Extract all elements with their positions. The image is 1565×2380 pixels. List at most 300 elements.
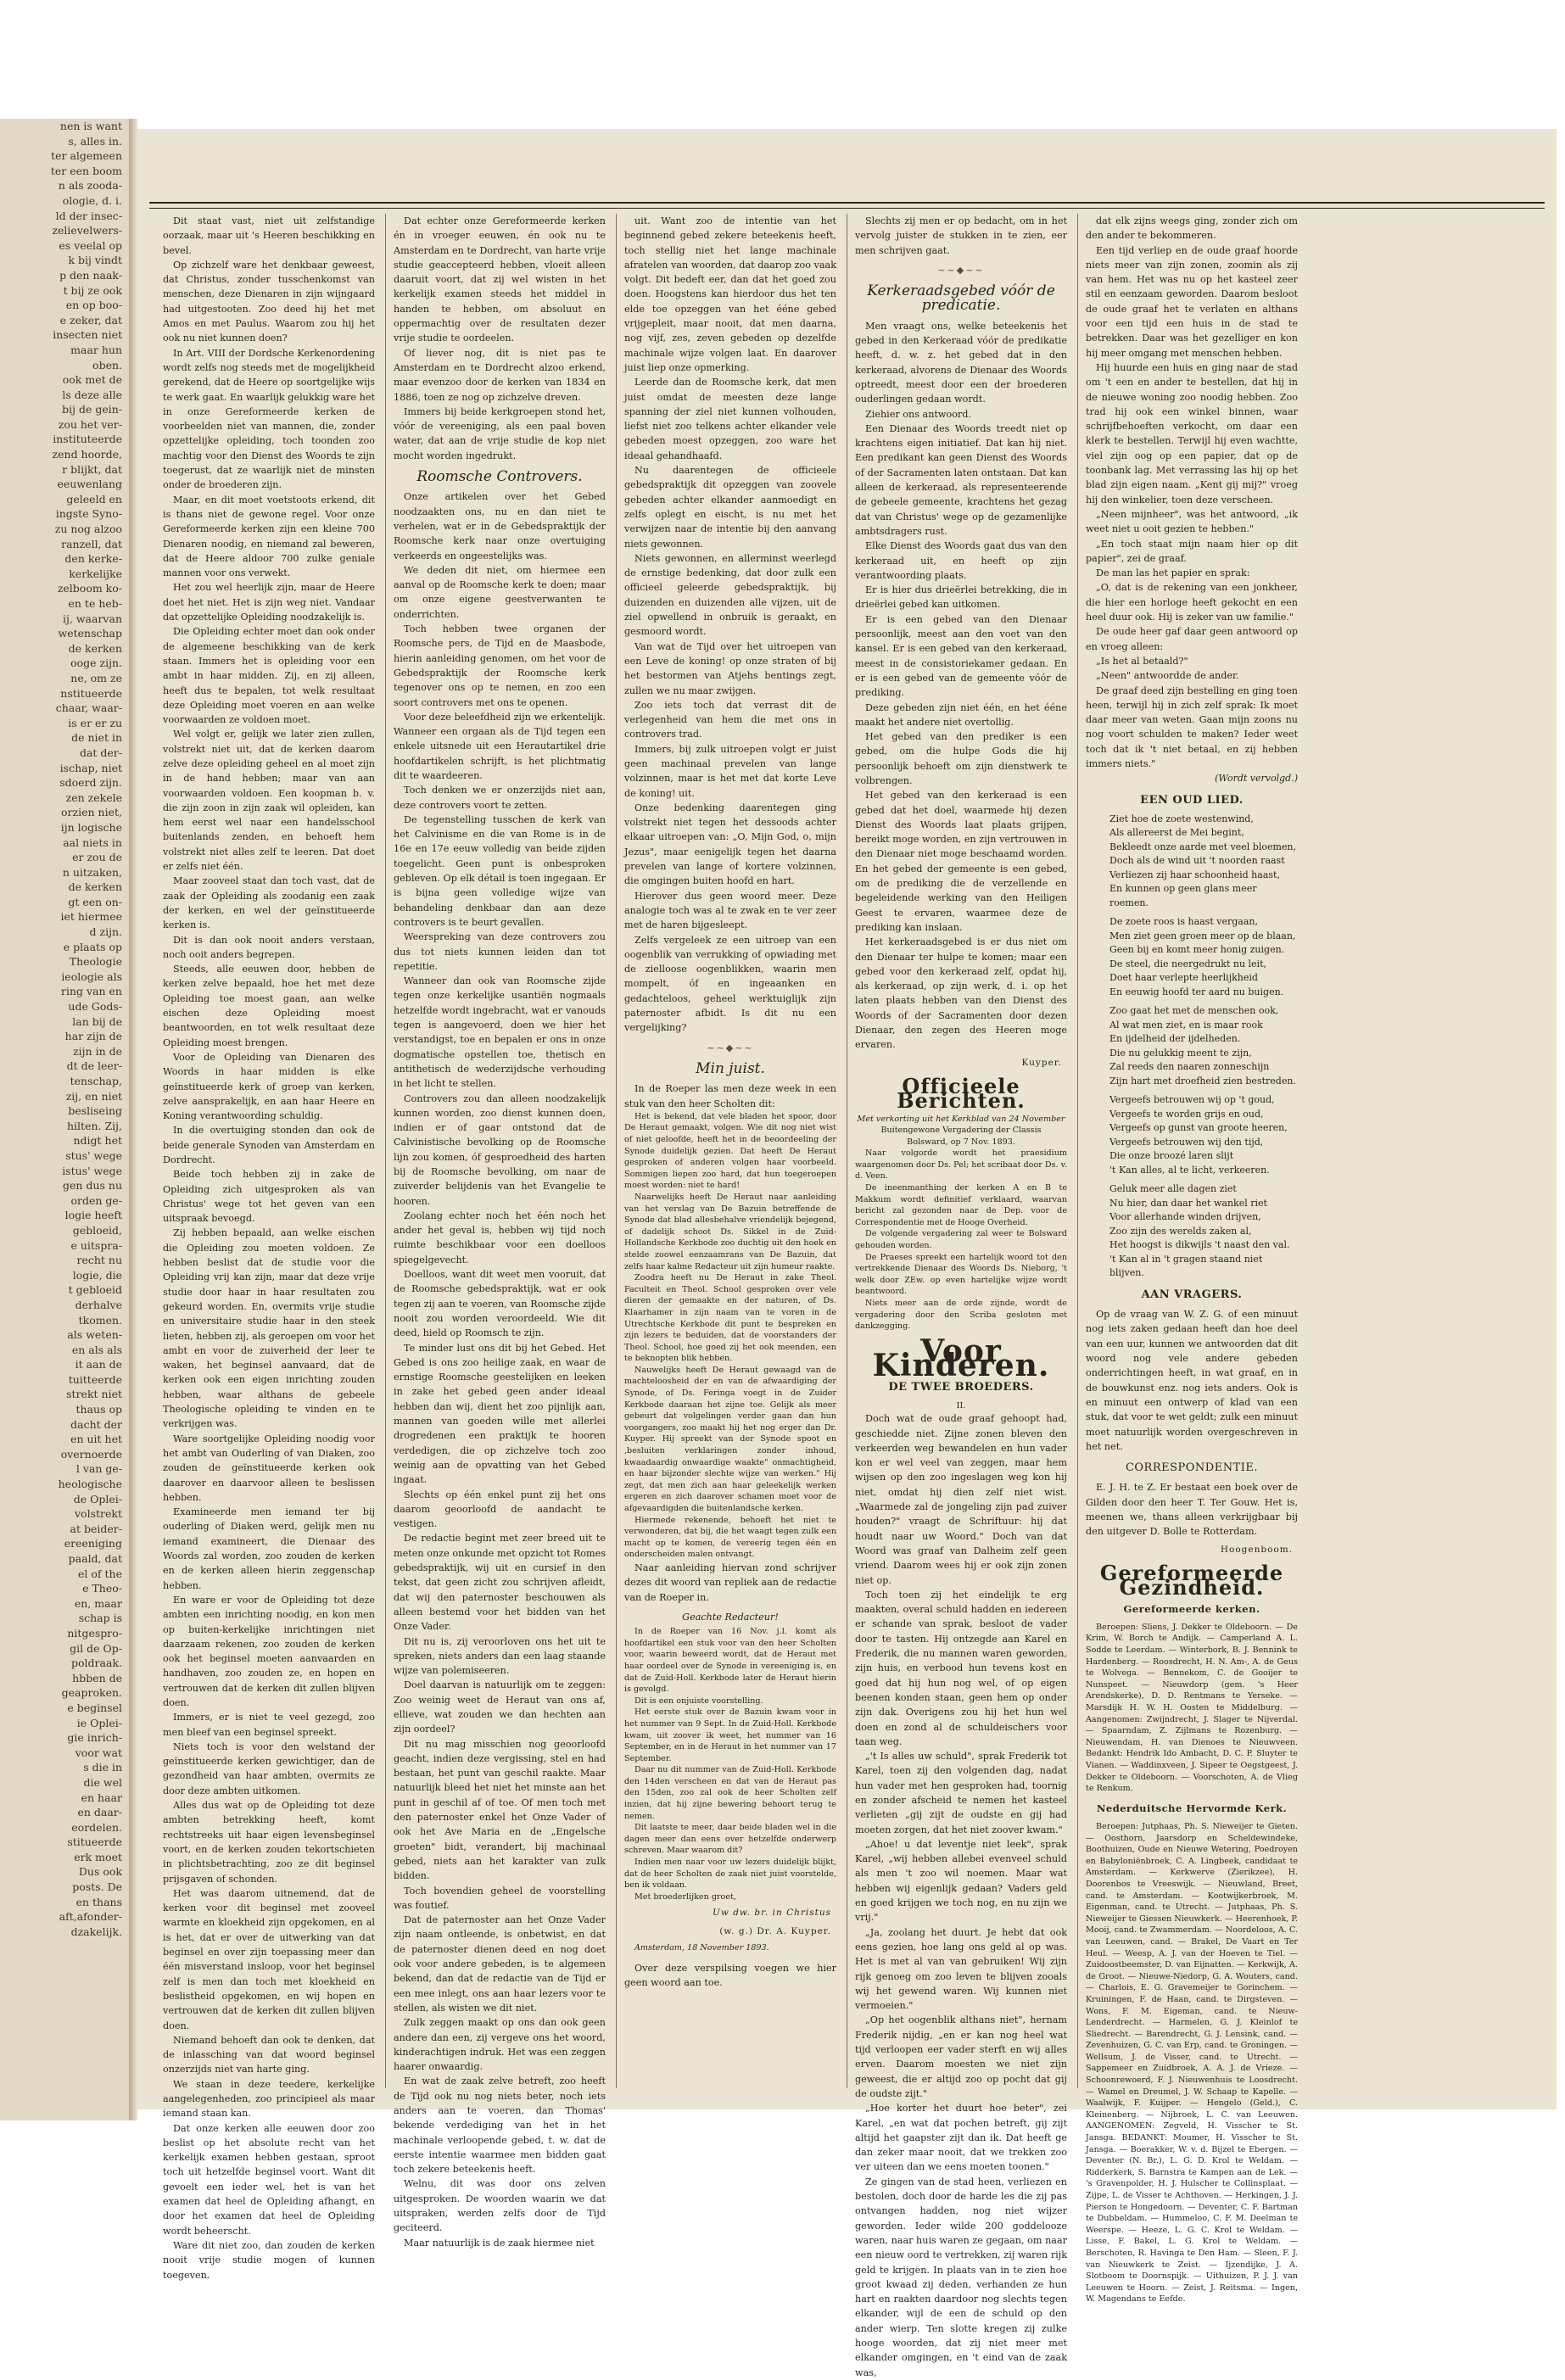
left-page-line: n als zooda-	[58, 179, 122, 193]
section-title-min-juist: Min juist.	[696, 1059, 765, 1077]
correspondentie-signature: Hoogenboom.	[1220, 1544, 1293, 1555]
left-page-line: heologische	[58, 1478, 122, 1491]
left-page-line: el of the	[78, 1567, 122, 1580]
closing-note: Over deze verspilsing voegen we hier geen woord aan toe.	[624, 1962, 836, 1988]
paragraph: Zoo iets toch dat verrast dit de verlegenheid van hem die met ons in controvers trad.	[624, 699, 836, 740]
column-1-body	[163, 214, 375, 2282]
left-page-line: k bij vindt	[68, 254, 122, 267]
left-page-line: gen dus nu	[63, 1179, 122, 1193]
paragraph: Nu daarentegen de officieele gebedspraktijk dit opzeggen van zoovele gebeden achter elkander aanmoedigt en zelfs oplegt en eischt, is nu met het verwijzen naar de intentie bij den aanvang niets gewonnen.	[624, 465, 836, 550]
left-page-line: tkomen.	[78, 1313, 122, 1327]
paragraph: Voor de Opleiding van Dienaren des Woords in haar midden is elke geïnstitueerde kerk of groep van kerken, zelve aansprakelijk, en aan haar Heere en Koning verantwoording schuldig.	[163, 1051, 375, 1122]
paragraph: Beide toch hebben zij in zake de Opleiding zich uitgesproken als van Christus' wege tot het geven van een uitspraak bevoegd.	[163, 1169, 375, 1225]
story-paragraph: „Neen" antwoordde de ander.	[1096, 670, 1239, 682]
left-page-line: ieologie als	[61, 969, 122, 983]
paragraph: Toch bovendien geheel de voorstelling was foutief.	[394, 1885, 606, 1911]
heading-aan-vragers: AAN VRAGERS.	[1141, 1288, 1243, 1301]
left-page-line: nen is want	[59, 120, 122, 132]
paragraph: Het gebed van den prediker is een gebed, om die hulpe Gods die hij persoonlijk behoeft om zijn dienstwerk te volbrengen.	[855, 731, 1067, 786]
left-page-line: ooge zijn.	[70, 656, 122, 670]
left-page-line: zelievelwers-	[52, 224, 122, 237]
story-paragraph: Hij huurde een huis en ging naar de stad om 't een en ander te bestellen, dat hij in de nieuwe woning zoo noodig hebben. Zoo trad hij ook een winkel binnen, waar schrijfbehoeften verkocht, om daar een klerk te bestellen. Terwijl hij even wachtte, viel zijn oog op een papier, dat op de toonbank lag. Met verrassing las hij op het blad zijn eigen naam. „Kent gij mij?" vroeg hij den winkelier, toen deze verscheen.	[1086, 361, 1298, 506]
left-page-line: logie heeft	[64, 1209, 122, 1222]
column-2-body	[394, 489, 606, 2250]
story-paragraph: Een tijd verliep en de oude graaf hoorde niets meer van zijn zonen, zoomin als zij van hem. Het was nu op het kasteel zeer stil en eenzaam geworden. Daarom besloot de oude graaf het te verlaten en althans voor een tijd een huis in de stad te betrekken. Daar was het gezelliger en kon hij meer omgang met menschen hebben.	[1086, 244, 1298, 359]
left-page-line: aal niets in	[63, 835, 122, 849]
paragraph: De tegenstelling tusschen de kerk van het Calvinisme en die van Rome is in de 16e en 17e eeuw volledig van beide zijden toegelicht. Geen punt is onbesproken gebleven. Op elk détail is toen ingegaan. Er is bijna geen volledige wijze van behandeling denkbaar dan aan deze controvers is te beurt gevallen.	[394, 813, 606, 928]
column-4-body-top	[855, 214, 1067, 258]
paragraph: De redactie begint met zeer breed uit te meten onze onkunde met opzicht tot Romes gebedspraktijk, wij uit en cursief in den tekst, dat geen zicht zou schrijven afleidt, dat wij den paternoster beschouwen als alleen bestemd voor het bidden van het Onze Vader.	[394, 1533, 606, 1633]
left-page-line: poldraak.	[71, 1657, 122, 1670]
letter-paragraph: Het eerste stuk over de Bazuin kwam voor in het nummer van 9 Sept. In de Zuid-Holl. Kerkbode kwam, uit zoover ik weet, het nummer van 16 September, en in de Heraut in het nummer van 17 September.	[624, 1707, 836, 1763]
paragraph: Immers bij beide kerkgroepen stond het, vóór de vereeniging, als een paal boven water, dat aan de vrije studie de kop niet mocht worden ingedrukt.	[394, 405, 606, 461]
story-paragraph: „Neen mijnheer", was het antwoord, „ik weet niet u ooit gezien te hebben."	[1086, 508, 1298, 535]
ornament-divider: ~~◆~~	[937, 264, 985, 276]
poem-line: De zoete roos is haast vergaan,	[1109, 916, 1258, 928]
paragraph: Onze artikelen over het Gebed noodzaakten ons, nu en dan niet te verhelen, wat er in de Gebedspraktijk der Roomsche kerk naar onze overtuiging verkeerds en ongeestelijks was.	[394, 491, 606, 561]
column-4	[855, 214, 1067, 2378]
left-page-line: ingste Syno-	[55, 507, 122, 521]
column-1	[163, 214, 375, 2281]
letter-date: Amsterdam, 18 November 1893.	[634, 1943, 769, 1953]
left-page-line: sdoerd zijn.	[59, 776, 122, 790]
paragraph: Dat echter onze Gereformeerde kerken én in vroeger eeuwen, én ook nu te Amsterdam en te Dordrecht, van harte vrije studie geaccepteerd hebben, vloeit alleen daaruit voort, dat zij wel wisten in het kerkelijk examen steeds het middel in handen te hebben, om absoluut en oppermachtig over de resultaten dezer vrije studie te oordeelen.	[394, 215, 606, 344]
paragraph: Ware dit niet zoo, dan zouden de kerken nooit vrije studie mogen of kunnen toegeven.	[163, 2239, 375, 2281]
paragraph: Deze gebeden zijn niet één, en het ééne maakt het andere niet overtollig.	[855, 701, 1067, 728]
story-body	[855, 1411, 1067, 2380]
left-page-line: zou het ver-	[58, 417, 122, 431]
left-page-line: gt een on-	[68, 895, 122, 908]
left-page-line: is er er zu	[68, 716, 122, 729]
left-page-line: stitueerde	[67, 1835, 122, 1849]
letter-paragraph: Indien men naar voor uw lezers duidelijk blijkt, dat de heer Scholten de zaak niet juist voorstelde, ben ik voldaan.	[624, 1858, 836, 1891]
left-page-line: es veelal op	[59, 238, 122, 252]
paragraph: Het kerkeraadsgebed is er dus niet om den Dienaar ter hulpe te komen; maar een gebed voor den kerkeraad zelf, opdat hij, als kerkeraad, op zijn werk, d. i. op het laten plaats hebben van den Dienst des Woords of der Sacramenten door dezen Dienaar, den zegen des Heeren moge ervaren.	[855, 936, 1067, 1051]
left-page-line: iet hiermee	[60, 910, 122, 924]
paragraph: Ware soortgelijke Opleiding noodig voor het ambt van Ouderling of van Diaken, zoo zouden de geïnstitueerde kerken ook daarover en daarvoor alleen te beslissen hebben.	[163, 1433, 375, 1503]
paragraph: Examineerde men iemand ter bij ouderling of Diaken werd, gelijk men nu iemand examineert, die Dienaar des Woords zal worden, zoo zouden de kerken en de kerken alleen hierin zeggenschap hebben.	[163, 1506, 375, 1591]
paragraph: Weerspreking van deze controvers zou dus tot niets kunnen leiden dan tot repetitie.	[394, 931, 606, 972]
left-page-line: zen zekele	[65, 791, 122, 804]
story-paragraph: De man las het papier en sprak:	[1096, 567, 1250, 579]
left-page-line: en, maar	[74, 1596, 122, 1610]
poem-line: Geen bij en komt meer honig zuigen.	[1109, 944, 1285, 956]
left-page-line: ring van en	[61, 985, 122, 998]
left-page-line: de kerken	[68, 880, 122, 894]
paragraph: We deden dit niet, om hiermee een aanval op de Roomsche kerk te doen; maar om onze eigene geestverwanten te onderrichten.	[394, 564, 606, 620]
column-divider	[616, 214, 617, 2088]
to-be-continued: (Wordt vervolgd.)	[1215, 773, 1298, 785]
heading-officieele-berichten: Officieele Berichten.	[897, 1073, 1026, 1114]
paragraph: Doelloos, want dit weet men vooruit, dat de Roomsche gebedspraktijk, wat er ook tegen zij aan te voeren, van Roomsche zijde nooit zou worden veroordeeld. Wie dit deed, hield op Roomsch te zijn.	[394, 1269, 606, 1339]
left-page-line: Dus ook	[78, 1865, 122, 1879]
top-rule	[149, 202, 1545, 209]
column-5	[1086, 214, 1298, 2305]
left-page-line: gil de Op-	[70, 1641, 122, 1655]
hervormde-kerk-list: Beroepen: Jutphaas, Ph. S. Nieweijer te Gieten. — Oosthorn, Jaarsdorp en Scheldewindeke, Boothuizen, Oude en Nieuwe Wetering, Poedroyen en Babyloniënbroek, C. A. Lingbeek, candidaat te Amsterdam. — Kerkwerve (Zierikzee), H. Doorenbos te Vreeswijk. — Nieuwland, Breet, cand. te Amsterdam. — Kootwijkerbroek, M. Eigenman, cand. te Utrecht. — Jutphaas, Ph. S. Nieweijer te Giessen Nieuwkerk. — Heerenhoek, P. Mooij, cand. te Zwammerdam. — Noordeloos, A. C. van Leeuwen, cand. — Brakel, De Vaart en Ter Heul. — Weesp, A. J. van der Hoeven te Tiel. — Zuidoostbeemster, D. van Eijnatten. — Kerkwijk, A. de Groot. — Nieuwe-Niedorp, G. A. Wouters, cand. — Charlois, E. G. Gravemeijer te Gorinchem. — Kruiningen, F. de Haan, cand. te Dirgsteven. — Wons, F. M. Eigeman, cand. te Nieuw-Lenderdrecht. — Harmelen, G. J. Kleinlof te Sliedrecht. — Barendrecht, G. J. Lensink, cand. — Zevenhuizen, G. C. van Erp, cand. te Groningen. — Wellsum, J. de Visser, cand. te Utrecht. — Sappemeer en Zuidbroek, A. A. J. de Vrieze. — Schoonrewoerd, F. J. Nieuwenhuis te Loosdrecht. — Wamel en Dreumel, J. W. Schaap te Kapelle. — Waalwijk, F. Kuijper. — Hengelo (Geld.), C. Kleinenberg. — Nijbroek, L. C. van Leeuwen. AANGENOMEN: Zegveld, H. Visscher te St. Jansga. BEDANKT: Moumer, H. Visscher te St. Jansga. — Boerakker, W. v. d. Bijzel te Ebergen. — Deventer (N. Br.), L. G. D. Krol te Weldam. — Ridderkerk, S. Barnstra te Kampen aan de Lek. — 's Gravenpolder, H. J. Hulscher te Collinsplaat. — Zijpe, L. de Visser te Achthoven. — Herkingen, J. J. Pierson te Hongedoorn. — Deventer, C. F. Bartman te Dubbeldam. — Hummeloo, C. F. M. Deelman te Weerspe. — Heeze, L. G. C. Krol te Weldam. — Lisse, F. Bakel, L. G. Krol te Weldam. — Berschoten, R. Havinga te Den Ham. — Sleen, F. J. van Nieuwkerk te Zeist. — Ijzendijke, J. A. Slotboom te Doornspijk. — Uithuizen, P. J. J. van Leeuwen te Hoorn. — Zeist, J. Reitsma. — Ingen, W. Magendans te Eefde.	[1086, 1822, 1298, 2305]
column-2	[394, 214, 606, 2249]
poem-line: 't Kan alles, al te licht, verkeeren.	[1109, 1164, 1270, 1176]
poem-line: Geluk meer alle dagen ziet	[1109, 1183, 1237, 1195]
left-page-line: Theologie	[69, 955, 122, 969]
poem-line: Zoo gaat het met de menschen ook,	[1109, 1005, 1279, 1017]
letter-body	[624, 1626, 836, 1902]
left-page-line: zijn in de	[73, 1044, 122, 1058]
heading-correspondentie: CORRESPONDENTIE.	[1125, 1461, 1259, 1475]
left-page-line: tuitteerde	[68, 1372, 122, 1386]
report-subheader: Buitengewone Vergadering der Classis Bolsward, op 7 Nov. 1893.	[880, 1126, 1042, 1147]
poem-line: Doch als de wind uit 't noorden raast	[1109, 855, 1285, 867]
left-page-line: en op boo-	[65, 299, 122, 312]
left-page-line: ook met de	[62, 373, 122, 387]
gereformeerde-kerken-list: Beroepen: Sliens, J. Dekker te Oldeboorn. — De Krim, W. Borch te Andijk. — Camperland A. L. Sodde te Leerdam. — Winterbork, B. J. Bennink te Hardenberg. — Roosdrecht, H. N. Am-, A. de Geus te Wolvega. — Bennekom, C. de Gooijer te Nunspeet. — Nieuwdorp (gem. 's Heer Arendskerke), D. D. Rentmans te Yerseke. — Marsdijk H. W. H. Oosten te Middelburg. — Aangenomen: Zwijndrecht, J. Slager te Nijverdal. — Spaarndam, Z. Zijlmans te Rozenburg. — Nieuwendam, H. van Dienoes te Nieuwveen. Bedankt: Hendrik Ido Ambacht, D. C. P. Sluyter te Vianen. — Waddinxveen, J. Sipeer te Oegstgeest, J. Dekker te Oldeboorn. — Voorschoten, A. de Vlieg te Renkum.	[1086, 1622, 1298, 1794]
left-page-line: hbben de	[72, 1671, 122, 1684]
story-paragraph: De graaf deed zijn bestelling en ging toen heen, terwijl hij in zich zelf sprak: Ik moet daar meer van weten. Gaan mijn zoons nu nog voort schulden te maken? Ieder weet toch dat ik 't niet betaal, en zij hebben immers niets."	[1086, 684, 1298, 769]
column-3-body-reply	[624, 1561, 836, 1605]
paragraph: Dat de paternoster aan het Onze Vader zijn naam ontleende, is onbetwist, en dat de paternoster dienen deed en nog doet ook voor andere gebeden, is te algemeen bekend, dan dat de redactie van de Tijd er een mee inlegt, ons aan haar lezers voor te stellen, als wisten we dit niet.	[394, 1914, 606, 2014]
left-page-line: nstitueerde	[60, 686, 122, 700]
poem-line: Vergeefs op gunst van groote heeren,	[1109, 1122, 1288, 1134]
left-page-line: istus' wege	[62, 1164, 122, 1177]
left-page-line: zu nog alzoo	[54, 522, 122, 536]
aan-vragers-text: Op de vraag van W. Z. G. of een minuut nog iets zaken gedaan heeft dan hoe deel van een uur, kunnen we antwoorden dat dit woord nog vele andere gebeden onderrichtingen heeft, in wat graaf, en in de bouwkunst enz. nog iets anders. Ook is en minuut een ontwerp of klad van een stuk, dat voor te wet geldt; zulk een minuut moet natuurlijk worden overgeschreven in het net.	[1086, 1309, 1298, 1452]
left-page-line: r blijkt, dat	[62, 462, 122, 476]
left-page-line: geaproken.	[61, 1686, 122, 1700]
paragraph: Te minder lust ons dit bij het Gebed. Het Gebed is ons zoo heilige zaak, en waar de ernstige Roomsche geestelijken en leeken in zake het gebed geen ander ideaal hebben dan wij, dient het zoo pijnlijk aan, mannen van goeden wille met allerlei drogredenen een praktijk te hooren verdedigen, die op zichzelve toch zoo weinig aan de opvatting van het Gebed ingaat.	[394, 1342, 606, 1486]
paragraph: Slechts zij men er op bedacht, om in het vervolg juister de stukken in te zien, eer men schrijven gaat.	[855, 215, 1067, 256]
poem-line: Zijn hart met droefheid zien bestreden.	[1109, 1075, 1296, 1087]
paragraph: En wat de zaak zelve betreft, zoo heeft de Tijd ook nu nog niets beter, noch iets anders aan te voeren, dan Thomas' bekende verdediging van het in het machinale verloopende gebed, t. w. dat de eerste intentie waarmee men bidden gaat toch zekere beteekenis heeft.	[394, 2076, 606, 2176]
paragraph: Wel volgt er, gelijk we later zien zullen, volstrekt niet uit, dat de kerken daarom zelve deze opleiding geheel en al moet zijn in de hand hebben; maar van aan voorwaarden voldoen. Een koopman b. v. die zijn zoon in zijn zaak wil opleiden, kan hem eerst wel naar een handelsschool buitenlands zenden, en behoeft hem volstrekt niet alles zelf te leeren. Dat doet er zelfs niet één.	[163, 729, 375, 873]
letter-signature-name: (w. g.) Dr. A. Kuyper.	[719, 1925, 831, 1936]
left-page-line: e plaats op	[63, 940, 122, 953]
left-page-line: at beider-	[70, 1522, 122, 1535]
paragraph: En ware er voor de Opleiding tot deze ambten een inrichting noodig, en kon men op buiten-kerkelijke inrichtingen niet daarzaam rekenen, zoo zouden de kerken ook het beginsel moeten aanvaarden en handhaven, zoo zouden ze, en hopen en vertrouwen dat de kerken dit zullen blijven doen.	[163, 1594, 375, 1708]
paragraph: Doel daarvan is natuurlijk om te zeggen: Zoo weinig weet de Heraut van ons af, ellieve, wat zouden we dan hechten aan zijn oordeel?	[394, 1679, 606, 1735]
left-page-line: dzakelijk.	[70, 1925, 122, 1938]
story-paragraph: Ze gingen van de stad heen, verliezen en bestolen, doch door de harde les die zij pas ontvangen hadden, nog niet wijzer geworden. Ieder wilde 200 goddelooze waren, naar huis waren ze gegaan, om naar een nieuw oord te vertrekken, zij waren rijk geld te krijgen. In plaats van in te zien hoe groot kwaad zij deden, verhanden ze hun hart en raakten daardoor nog slechts tegen elkander, wijl de een de schuld op den ander wierp. Ten slotte kregen zij zulke hooge woorden, dat zij niet meer met elkander omgingen, en 't eind van de zaak was,	[855, 2176, 1067, 2378]
paragraph: Zulk zeggen maakt op ons dan ook geen andere dan een, zij vergeve ons het woord, kinderachtigen indruk. Het was een zeggen haarer onwaardig.	[394, 2017, 606, 2073]
left-page-line: geleeld en	[66, 492, 122, 506]
left-page-fragment	[0, 119, 129, 2120]
left-page-line: en thans	[75, 1895, 122, 1908]
left-page-line: ie Oplei-	[76, 1716, 122, 1729]
paragraph: Dat onze kerken alle eeuwen door zoo beslist op het absolute recht van het kerkelijk examen hebben gestaan, sproot toch uit hetzelfde beginsel voort. Want dit gevoelt een ieder wel, het is van het examen dat heel de Opleiding afhangt, en door het examen dat heel de Opleiding wordt beheerscht.	[163, 2122, 375, 2237]
letter-paragraph: Dit is een onjuiste voorstelling.	[634, 1696, 763, 1706]
quoted-paragraph: Zoodra heeft nu De Heraut in zake Theol. Faculteit en Theol. School gesproken over vele dieren der gemaakte en der naturen, of Ds. Klaarhamer in zijn naam van te voren in de Utrechtsche Kerkbode dit punt te bespreken en zijn lezers te beduiden, dat de voorstanders der Theol. School, hoe goed zij het ook meenden, een te beknopten blik hebben.	[624, 1273, 836, 1364]
letter-paragraph: In de Roeper van 16 Nov. j.l. komt als hoofdartikel een stuk voor van den heer Scholten voor, waarin beweerd wordt, dat de Heraut met haar oordeel over de Synode in vereeniging is, en dat de Zuid-Holl. Kerkbode later de Heraut hierin is gevolgd.	[624, 1627, 836, 1695]
poem-line: Voor allerhande winden drijven,	[1109, 1211, 1261, 1223]
left-page-line: dat der-	[79, 746, 122, 759]
paragraph: Dit is dan ook nooit anders verstaan, noch ooit anders begrepen.	[163, 934, 375, 960]
left-page-line: orzien niet,	[61, 806, 122, 819]
left-page-line: paald, dat	[68, 1552, 122, 1565]
paragraph: Immers, er is niet te veel gezegd, zoo men bleef van een beginsel spreekt.	[163, 1712, 375, 1738]
left-page-line: schap is	[78, 1612, 122, 1625]
left-page-line: kerkelijke	[69, 567, 122, 580]
paragraph: Niemand behoeft dan ook te denken, dat de inlassching van dat woord beginsel onzerzijds niet van harte ging.	[163, 2034, 375, 2076]
paragraph: Toch denken we er onzerzijds niet aan, deze controvers voort te zetten.	[394, 785, 606, 811]
ornament-divider: ~~◆~~	[707, 1042, 754, 1053]
left-page-line: er zou de	[72, 851, 122, 864]
paragraph: Het gebed van den kerkeraad is een gebed dat het doel, waarmede hij dezen Dienst des Woords laat plaats grijpen, bereikt moge worden, en zijn vertrouwen in den Dienaar niet moge beschaamd worden. En het gebed der gemeente is een gebed, om de prediking die de verzellende en begeleidende werking van den Heiligen Geest te ervaren, waarmee deze de prediking kan inslaan.	[855, 790, 1067, 933]
left-page-line: ranzell, dat	[61, 537, 122, 550]
left-page-line: en daar-	[77, 1806, 122, 1819]
story-paragraph: „Ahoe! u dat leventje niet leek", sprak Karel, „wij hebben allebei evenveel schuld als men 't zoo wil noemen. Maar wat hebben wij eigenlijk gedaan? Vaders geld en goed krijgen we toch nog, en nu zijn we vrij."	[855, 1838, 1067, 1924]
paragraph: In die overtuiging stonden dan ook de beide generale Synoden van Amsterdam en Dordrecht.	[163, 1125, 375, 1165]
left-page-line: volstrekt	[75, 1507, 122, 1521]
poem-line: Nu hier, dan daar het wankel riet	[1109, 1197, 1267, 1209]
column-3-body-top	[624, 214, 836, 1036]
story-paragraph: Toch toen zij het eindelijk te erg maakten, overal schuld hadden en iedereen er schande van sprak, besloot de vader door te tasten. Hij ontzegde aan Karel en Frederik, die nu mannen waren geworden, zijn huis, en verbood hun tevens kost en goed dat hij hun nog wel, of op eigen beenen konden staan, geen hem op onder zijn dak. Overigens zou hij het hun wel doen en zond al de schuldeischers voor taan weg.	[855, 1589, 1067, 1747]
quoted-paragraph: Naarwelijks heeft De Heraut naar aanleiding van het verslag van De Bazuin betreffende de Synode dat blad allesbehalve vriendelijk bejegend, of dadelijk schoot Ds. Sikkel in de Zuid-Hollandsche Kerkbode zoo duchtig uit den hoek en stelde zoowel eenzaamrans van De Bazuin, dat zelfs haar kalme Redacteur uit zijn humeur raakte.	[624, 1192, 836, 1271]
poem-line: Die onze broozé laren slijt	[1109, 1150, 1234, 1162]
column-divider	[385, 214, 386, 2088]
correspondentie-text: E. J. H. te Z. Er bestaat een boek over de Gilden door den heer T. Ter Gouw. Het is, meenen we, thans alleen verkrijgbaar bij den uitgever D. Bolle te Rotterdam.	[1086, 1482, 1298, 1538]
kerkeraadsgebed-body	[855, 319, 1067, 1053]
paragraph: Welnu, dit was door ons zelven uitgesproken. De woorden waarin we dat uitspraken, werden zelfs door de Tijd geciteerd.	[394, 2178, 606, 2234]
paragraph: In de Roeper las men deze week in een stuk van den heer Scholten dit:	[624, 1083, 836, 1109]
left-page-line: insecten niet	[53, 328, 122, 342]
letter-paragraph: Daar nu dit nummer van de Zuid-Holl. Kerkbode den 14den verscheen en dat van de Heraut pas den 15den, zoo zal ook de heer Scholten zelf inzien, dat hij zijne bewering behoort terug te nemen.	[624, 1765, 836, 1821]
left-page-line: en uit het	[70, 1433, 122, 1446]
left-page-line: l van ge-	[75, 1462, 122, 1476]
paragraph: Niets gewonnen, en allerminst weerlegd de ernstige bedenking, dat door zulk een officieel geleerde gebedspraktijk, bij duizenden en duizenden alle vijzen, uit de ziel opwellend in onbruik is geraakt, en gesmoord wordt.	[624, 552, 836, 638]
paragraph: Er is een gebed van den Dienaar persoonlijk, meest aan den voet van den kansel. Er is een gebed van den kerkeraad, meest in de consistoriekamer gedaan. En er is een gebed van de gemeente vóór de prediking.	[855, 613, 1067, 699]
paragraph: Of liever nog, dit is niet pas te Amsterdam en te Dordrecht alzoo erkend, maar evenzoo door de kerken van 1834 en 1886, toen ze nog op zichzelve dreven.	[394, 347, 606, 403]
report-header: Met verkorting uit het Kerkblad van 24 November	[857, 1114, 1065, 1124]
paragraph: We staan in deze teedere, kerkelijke aangelegenheden, zoo principieel als maar iemand staan kan.	[163, 2078, 375, 2120]
left-page-line: de kerken	[68, 641, 122, 655]
column-divider	[1077, 214, 1078, 2088]
paragraph: Elke Dienst des Woords gaat dus van den kerkeraad uit, en heeft op zijn verantwoording plaats.	[855, 540, 1067, 581]
poem-body	[1086, 813, 1298, 1281]
paragraph: Het was daarom uitnemend, dat de kerken voor dit beginsel met zooveel warmte en kloekheid zijn opgekomen, en al is het, dat er over de uitwerking van dat beginsel en over zijn toepassing meer dan één misverstand insloop, voor het beginsel zelf is men dan toch met kloekheid en beslistheid opgekomen, en wij hopen en vertrouwen dat de kerken dit zullen blijven doen.	[163, 1887, 375, 2031]
story-paragraph: „Is het al betaald?"	[1096, 655, 1188, 667]
poem-line: Doet haar verlepte heerlijkheid	[1109, 972, 1258, 984]
paragraph: Op zichzelf ware het denkbaar geweest, dat Christus, zonder tusschenkomst van menschen, deze Dienaren in zijn wijngaard had uitgestooten. Zoo deed hij het met Amos en met Paulus. Waarom zou hij het ook nu niet kunnen doen?	[163, 259, 375, 344]
poem-line: Vergeefs betrouwen wij op 't goud,	[1109, 1094, 1275, 1106]
heading-gereformeerde-kerken: Gereformeerde kerken.	[1123, 1602, 1260, 1615]
left-page-line: stus' wege	[65, 1148, 122, 1162]
left-page-line: ls deze alle	[62, 388, 122, 401]
column-2-body-top	[394, 214, 606, 463]
paragraph: Zij hebben bepaald, aan welke eischen die Opleiding zou moeten voldoen. Ze hebben beslist dat de studie voor die Opleiding vrij kan zijn, maar dat deze vrije studie door haar in haar resultaten zou gekeurd worden. En, overmits vrije studie en universitaire studie haar in den steek lieten, hebben zij, als geroepen om voor het ambt en voor de zuiverheid der leer te waken, het beginsel aanvaard, dat de kerken ook een eigen inrichting zouden hebben, waar althans de gebeele Theologische opleiding te vinden en te verkrijgen was.	[163, 1227, 375, 1430]
left-page-line: erk moet	[74, 1850, 122, 1863]
paragraph: Die Opleiding echter moet dan ook onder de algemeene beschikking van de kerk staan. Immers het is opleiding voor een ambt in haar midden. Zij, en zij alleen, heeft dus te bepalen, tot welk resultaat deze Opleiding moet voeren en aan welke voorwaarden ze voldoen moet.	[163, 626, 375, 726]
left-page-line: en te heb-	[68, 597, 122, 610]
left-page-line: de Oplei-	[73, 1492, 122, 1506]
book-gutter	[129, 119, 137, 2120]
story-paragraph: „O, dat is de rekening van een jonkheer, die hier een horloge heeft gekocht en een heel duur ook. Hij is zeker van uw familie."	[1086, 582, 1298, 623]
heading-gereformeerde-gezindheid: Gereformeerde Gezindheid.	[1099, 1560, 1284, 1601]
paragraph: Immers, bij zulk uitroepen volgt er juist geen machinaal prevelen van lange volzinnen, maar is het met dat korte Leve de koning! uit.	[624, 743, 836, 799]
quoted-paragraph: Het is bekend, dat vele bladen het spoor, door De Heraut gemaakt, volgen. Wie dit nog niet wist of niet geloofde, heeft het in de beoordeeling der Synode duidelijk gezien. Dat heeft De Heraut gesproken of anderen volgen haar voorbeeld. Sommigen liepen zoo hard, dat hun toegeroepen moest worden: niet te hard!	[624, 1111, 836, 1191]
report-body	[855, 1148, 1067, 1332]
left-page-line: ne, om ze	[70, 671, 122, 684]
left-page-line: besliseing	[68, 1104, 122, 1118]
left-page-line: lan bij de	[72, 1014, 122, 1028]
left-page-line: e zeker, dat	[59, 313, 122, 327]
section-title-kerkeraadsgebed: Kerkeraadsgebed vóór de predicatie.	[867, 282, 1055, 315]
paragraph: Toch hebben twee organen der Roomsche pers, de Tijd en de Maasbode, hierin aanleiding genomen, om het voor de Gebedspraktijk der Roomsche kerk tegenover ons op te nemen, en zoo een soort controvers met ons te openen.	[394, 623, 606, 708]
left-page-line: e Theo-	[82, 1582, 122, 1595]
letter-signature: Uw dw. br. in Christus	[713, 1908, 831, 1919]
story-paragraph: „'t Is alles uw schuld", sprak Frederik tot Karel, toen zij den volgenden dag, nadat hun vader met hen gesproken had, toornig en zonder afscheid te nemen het kasteel verlieten „gij zijt de oudste en gij had moeten zorgen, dat het niet zoover kwam."	[855, 1751, 1067, 1835]
poem-title: EEN OUD LIED.	[1140, 793, 1244, 807]
letter-salutation: Geachte Redacteur!	[682, 1611, 779, 1623]
paragraph: Voor deze beleefdheid zijn we erkentelijk. Wanneer een orgaan als de Tijd tegen een enkele uitsnede uit een Herautartikel drie hoofdartikelen schrijft, is het plichtmatig dit te waardeeren.	[394, 711, 606, 781]
report-paragraph: De Praeses spreekt een hartelijk woord tot den vertrekkende Dienaar des Woords Ds. Nieborg, 't welk door ZEw. op even hartelijke wijze wordt beantwoord.	[855, 1252, 1067, 1297]
story-paragraph: „Op het oogenblik althans niet", hernam Frederik nijdig, „en er kan nog heel wat tijd verloopen eer vader sterft en wij alles erven. Daarom moesten we niet zijn geweest, die er altijd zoo op pocht dat gij de oudste zijt."	[855, 2014, 1067, 2099]
left-page-line: e uitspra-	[70, 1238, 122, 1252]
paragraph: Maar zooveel staat dan toch vast, dat de zaak der Opleiding als zoodanig een zaak der kerken, en wel der geïnstitueerde kerken is.	[163, 875, 375, 931]
report-paragraph: Naar volgorde wordt het praesidium waargenomen door Ds. Pel; het scribaat door Ds. v. d. Veen.	[855, 1148, 1067, 1182]
left-page-line: dacht der	[70, 1417, 122, 1431]
quoted-paragraph: Hiermede rekenende, behoeft het niet te verwonderen, dat bij, die het waagt tegen zulk een macht op te komen, de vereerig tegen één en onderscheiden malen ontvangt.	[624, 1515, 836, 1560]
left-page-line: ij, waarvan	[63, 612, 122, 625]
paragraph: Dit nu mag misschien nog geoorloofd geacht, indien deze vergissing, stel en had bestaan, het punt van geschil raakte. Maar natuurlijk bleed het niet het minste aan het punt in geschil af of toe. Of men toch met den paternoster enkel het Onze Vader of ook het Ave Maria en de „Engelsche groeten" bidt, verandert, bij machinaal gebed, niets aan het karakter van zulk bidden.	[394, 1738, 606, 1882]
left-page-lines	[0, 119, 129, 1939]
left-page-line: posts. De	[72, 1880, 122, 1894]
quoted-paragraph: Nauwelijks heeft De Heraut gewaagd van de machteloosheid der en van de afwaardiging der Synode, of Ds. Feringa voegt in de Zuider Kerkbode daaraan het zijne toe. Gelijk als meer gebeurt dat volgelingen verder gaan dan hun voorgangers, zoo maakt hij het nog erger dan Dr. Kuyper. Hij spreekt van der Synode spoot en ‚besluiten verklaringen zonder inhoud, kwaadaardig onwaardige waakte" onmachtigheid, en haar bijzonder slechte wijze van werken." Hij zegt, dat men zich aan haar geleekelijk werken ergeren en zich daarover schamen moet voor de afgevaardigden die buitenlandsche kerken.	[624, 1365, 836, 1513]
story-paragraph: Doch wat de oude graaf gehoopt had, geschiedde niet. Zijne zonen bleven den verkeerden weg bewandelen en hun vader kon er wel veel van zeggen, maar hem wijsen op den zoo ingeslagen weg kon hij niet, omdat hij dien zelf niet wist. „Waarmede zal de jongeling zijn pad zuiver houden?" vraagt de Schriftuur: hij dat houdt naar uw Woord." Doch van dat Woord was graaf van Dalheim zelf geen vriend. Daarom wees hij er ook zijn zonen niet op.	[855, 1413, 1067, 1586]
left-page-line: zij, en niet	[65, 1089, 122, 1103]
left-page-line: ischap, niet	[59, 761, 122, 774]
left-page-line: die wel	[83, 1775, 122, 1789]
paragraph: Maar natuurlijk is de zaak hiermee niet	[404, 2237, 595, 2249]
poem-line: En eeuwig hoofd ter aard nu buigen.	[1109, 986, 1284, 997]
left-page-line: har zijn de	[64, 1030, 122, 1043]
poem-line: Al wat men ziet, en is maar rook	[1109, 1019, 1263, 1031]
poem-line: Vergeefs te worden grijs en oud,	[1109, 1108, 1264, 1120]
column-3	[624, 214, 836, 2088]
left-page-line: tenschap,	[70, 1075, 122, 1087]
paragraph: Alles dus wat op de Opleiding tot deze ambten betrekking heeft, komt rechtstreeks uit haar eigen levensbeginsel voort, en de kerken zouden tekortschieten in plichtsbetrachting, zoo ze dit beginsel prijsgaven of schonden.	[163, 1800, 375, 1885]
letter-paragraph: Met broederlijken groet,	[634, 1891, 736, 1902]
poem-line: Verliezen zij haar schoonheid haast,	[1109, 869, 1280, 880]
poem-line: Als allereerst de Mei begint,	[1109, 827, 1244, 839]
left-page-line: s, alles in.	[68, 134, 122, 148]
report-paragraph: De ineenmanthing der kerken A en B te Makkum wordt definitief verklaard, waarvan bericht zal gezonden naar de Dep. voor de Correspondentie met de Hooge Overheid.	[855, 1183, 1067, 1227]
left-page-line: ijn logische	[60, 820, 122, 834]
left-page-line: instituteerde	[53, 433, 122, 446]
left-page-line: dt de leer-	[66, 1059, 122, 1073]
story-paragraph: „En toch staat mijn naam hier op dit papier", zei de graaf.	[1086, 538, 1298, 564]
left-page-line: maar hun	[70, 343, 122, 356]
left-page-line: ude Gods-	[68, 1000, 122, 1014]
paragraph: Dit nu is, zij veroorloven ons het uit te spreken, niets anders dan een laag staande wijze van polemiseeren.	[394, 1635, 606, 1677]
left-page-line: ereeniging	[64, 1537, 122, 1550]
paragraph: In Art. VIII der Dordsche Kerkenordening wordt zelfs nog steeds met de mogelijkheid gerekend, dat de Heere op soortgelijke wijs te werk gaat. En waarlijk gelukkig ware het in onze Gereformeerde kerken de voorbeelden niet van mannen, die, zonder opzettelijke opleiding, toch toonden zoo machtig voor den Dienst des Woords te zijn toegerust, dat ze waarlijk niet de minsten onder de broederen zijn.	[163, 347, 375, 491]
paragraph: Ziehier ons antwoord.	[865, 408, 972, 420]
poem-line: Men ziet geen groen meer op de blaan,	[1109, 930, 1296, 941]
poem-line: Bekleedt onze aarde met veel bloemen,	[1109, 841, 1297, 852]
paragraph: uit. Want zoo de intentie van het beginnend gebed zekere beteekenis heeft, toch stellig niet het lange machinale afratelen van woorden, dat daarop zoo vaak volgt. Dit bedeft eer, dan dat het goed zou doen. Hoogstens kan hierdoor dus het ten elde toe opzeggen van het ééne gebed vrijgepleit, maar nooit, dat men daarna, nog vijf, zes, zeven gebeden op dezelfde machinale wijze volgen laat. En daarover juist liep onze opmerking.	[624, 215, 836, 373]
poem-line: Die nu gelukkig meent te zijn,	[1109, 1047, 1252, 1059]
left-page-line: e beginsel	[67, 1701, 122, 1714]
poem-line: Het hoogst is dikwijls 't naast den val.	[1109, 1239, 1290, 1251]
left-page-line: s die in	[83, 1761, 122, 1774]
left-page-line: chaar, waar-	[55, 701, 122, 715]
story-paragraph: „Ja, zoolang het duurt. Je hebt dat ook eens gezien, hoe lang ons geld al op was. Het is met al van van gebruiken! Wij zijn rijk genoeg om zoo leven te blijven zooals wij het gewend waren. Wij kunnen niet vermoeien."	[855, 1926, 1067, 2012]
left-page-line: zelboom ko-	[57, 582, 122, 595]
left-page-line: orden ge-	[70, 1193, 122, 1207]
left-page-line: t gebloeid	[68, 1283, 122, 1297]
left-page-line: overnoerde	[60, 1447, 122, 1461]
report-paragraph: De volgende vergadering zal weer te Bolsward gehouden worden.	[855, 1229, 1067, 1251]
column-3-body-mid	[624, 1081, 836, 1111]
poem-line: 't Kan al in 't gragen staand niet blijven.	[1109, 1253, 1263, 1279]
story-body-continued	[1086, 214, 1298, 771]
left-page-line: gebloeid,	[72, 1223, 122, 1237]
left-page-line: ologie, d. i.	[62, 193, 122, 207]
left-page-line: zend hoorde,	[52, 448, 122, 461]
left-page-line: de niet in	[71, 731, 122, 745]
left-page-line: nitgespro-	[67, 1626, 122, 1640]
left-page-line: aft,afonder-	[59, 1910, 122, 1924]
poem-line: Zoo zijn des werelds zaken al,	[1109, 1225, 1252, 1237]
paragraph: Men vraagt ons, welke beteekenis het gebed in den Kerkeraad vóór de predikatie heeft, d. w. z. het gebed dat in den kerkeraad, alvorens de Dienaar des Woords optreedt, meest door een der broederen ouderlingen gedaan wordt.	[855, 320, 1067, 405]
left-page-line: wetenschap	[58, 627, 122, 640]
left-page-line: bij de gein-	[62, 403, 122, 416]
story-part-number: II.	[956, 1400, 966, 1411]
paragraph: Een Dienaar des Woords treedt niet op krachtens eigen initiatief. Dat kan hij niet. Een predikant kan geen Dienst des Woords of der Sacramenten laten ontstaan. Dat kan alleen de kerkeraad, als representeerende de gebeele gemeente, krachtens het gezag dat van Christus' wege op de gezamenlijke ambtsdragers rust.	[855, 422, 1067, 537]
story-paragraph: „Hoe korter het duurt hoe beter", zei Karel, „en wat dat pochen betreft, gij zijt altijd het gaapster zijt dan ik. Dat heeft ge dan zeker maar nooit, dat we trekken zoo ver uiteen dan we eens moeten toonen."	[855, 2103, 1067, 2173]
paragraph: Van wat de Tijd over het uitroepen van een Leve de koning! op onze straten of bij het bestormen van Atjehs bentings zegt, zullen we nu maar zwijgen.	[624, 640, 836, 696]
left-page-line: p den naak-	[59, 268, 122, 282]
left-page-line: d zijn.	[89, 925, 122, 939]
left-page-line: ter algemeen	[51, 149, 122, 163]
left-page-line: en als als	[71, 1343, 122, 1356]
paragraph: Steeds, alle eeuwen door, hebben de kerken zelve bepaald, hoe het met deze Opleiding toe moest gaan, aan welke eischen deze Opleiding moest beantwoorden, en tot welk resultaat deze Opleiding moest brengen.	[163, 964, 375, 1048]
poem-line: Vergeefs betrouwen wij den tijd,	[1109, 1136, 1264, 1148]
poem-line: Zal reeds den naaren zonneschijn	[1109, 1061, 1270, 1073]
left-page-line: thaus op	[75, 1403, 122, 1416]
left-page-line: ter een boom	[50, 164, 122, 177]
newspaper-page	[137, 129, 1557, 2378]
left-page-line: t bij ze ook	[63, 283, 122, 297]
left-page-line: ndigt het	[73, 1134, 122, 1148]
story-paragraph: dat elk zijns weegs ging, zonder zich om den ander te bekommeren.	[1086, 215, 1298, 242]
left-page-line: ld der insec-	[55, 209, 122, 222]
left-page-line: den kerke-	[64, 552, 122, 566]
paragraph: Maar, en dit moet voetstoots erkend, dit is thans niet de gewone regel. Voor onze Gereformeerde kerken zijn een kleine 700 Dienaren noodig, en niemand zal beweren, dat de Heere aldoor 700 zulke geniale mannen voor ons verwekt.	[163, 494, 375, 579]
letter-paragraph: Dit laatste te meer, daar beide bladen wel in die dagen meer dan eens over hetzelfde onderwerp schreven. Maar waarom dit?	[624, 1823, 836, 1856]
paragraph: Controvers zou dan alleen noodzakelijk kunnen worden, zoo dienst kunnen doen, indien er of gaar ontstond dat de Calvinistische bevolking op de Roomsche lijn zou komen, óf gesproedheid des harten bij de Roomsche bevolking, om naar de zuiverder belijdenis van het Evangelie te hooren.	[394, 1092, 606, 1207]
poem-line: De steel, die neergedrukt nu leit,	[1109, 958, 1266, 969]
paragraph: Zelfs vergeleek ze een uitroep van een oogenblik van verrukking of opwiading met de zielloose oogenblikken, waarin men mompelt, óf en ingeaanken en gedachteloos, geheel werktuiglijk zijn paternoster afbidt. Is dit nu een vergelijking?	[624, 934, 836, 1034]
quoted-article	[624, 1111, 836, 1561]
paragraph: Onze bedenking daarentegen ging volstrekt niet tegen het dessoods achter elkaar uitroepen van: „O, Mijn God, o, mijn Jezus", maar eenigelijk tegen het daarna prevelen van lange of kortere volzinnen, die omgingen buiten hoofd en hart.	[624, 802, 836, 887]
paragraph: Naar aanleiding hiervan zond schrijver dezes dit woord van repliek aan de redactie van de Roeper in.	[624, 1562, 836, 1603]
poem-line: En ijdelheid der ijdelheden.	[1109, 1033, 1241, 1045]
left-page-line: strekt niet	[66, 1388, 122, 1401]
paragraph: Slechts op één enkel punt zij het ons daarom geoorloofd de aandacht te vestigen.	[394, 1489, 606, 1530]
left-page-line: als weten-	[67, 1328, 122, 1342]
paragraph: Er is hier dus drieërlei betrekking, die in drieërlei gebed kan uitkomen.	[855, 584, 1067, 611]
poem-line: Ziet hoe de zoete westenwind,	[1109, 813, 1254, 824]
heading-hervormde-kerk: Nederduitsche Hervormde Kerk.	[1096, 1802, 1288, 1814]
left-page-line: gie inrich-	[67, 1731, 122, 1745]
left-page-line: logie, die	[72, 1268, 122, 1282]
left-page-line: recht nu	[76, 1254, 122, 1267]
left-page-line: hilten. Zij,	[67, 1119, 122, 1132]
paragraph: Leerde dan de Roomsche kerk, dat men juist omdat de meesten deze lange spanning der ziel niet kunnen volhouden, liefst niet zoo telkens achter elkander vele gebeden moest opzeggen, zoo ware het ideaal gehandhaafd.	[624, 377, 836, 461]
story-title: DE TWEE BROEDERS.	[888, 1381, 1034, 1394]
left-page-line: en haar	[81, 1791, 122, 1804]
left-page-line: eeuwenlang	[57, 478, 122, 491]
